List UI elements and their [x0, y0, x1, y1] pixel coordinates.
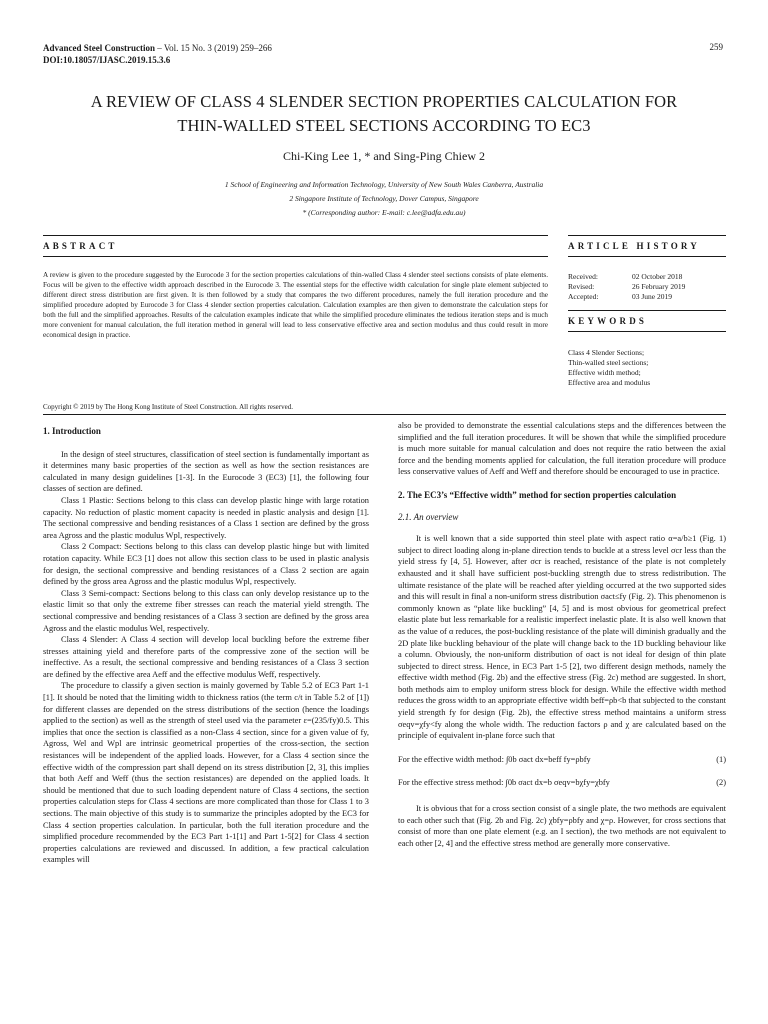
section-2-1-heading: 2.1. An overview [398, 511, 459, 522]
copyright: Copyright © 2019 by The Hong Kong Institute of Steel Construction. All rights reserved. [43, 403, 293, 411]
abstract-heading: ABSTRACT [43, 241, 118, 251]
affiliation-2: 2 Singapore Institute of Technology, Dover Campus, Singapore [289, 194, 479, 203]
accepted-date: 03 June 2019 [632, 292, 672, 301]
history-accepted [568, 292, 685, 302]
journal-name: Advanced Steel Construction [43, 43, 155, 53]
history-rule-bottom [568, 256, 726, 257]
affiliation-1: 1 School of Engineering and Information Technology, University of New South Wales Canberra, Australia [224, 180, 544, 189]
history-received [568, 272, 685, 282]
section-2-heading: 2. The EC3’s “Effective width” method for section properties calculation [398, 489, 677, 500]
authors: Chi-King Lee 1, * and Sing-Ping Chiew 2 [283, 149, 485, 163]
received-date: 02 October 2018 [632, 272, 683, 281]
keyword-3: Effective width method; [568, 368, 641, 377]
doi: DOI:10.18057/IJASC.2019.15.3.6 [43, 55, 171, 65]
class2-paragraph: Class 2 Compact: Sections belong to this class can develop plastic hinge but with limited rotation capacity. While EC3 [1] does not allow this section class to be used in plastic analysis for design, the sectional compressive and bending resistances of a Class 2 section are again defined by the gross area Agross and the plastic modulus Wpl, respectively. [43, 542, 369, 587]
received-label: Received: [568, 272, 598, 281]
history-heading: ARTICLE HISTORY [568, 241, 700, 251]
equation-1-text: For the effective width method: ∫0b σact dx=beff fy=ρbfy [398, 754, 591, 764]
abstract-text: A review is given to the procedure suggested by the Eurocode 3 for the section properties calculations of thin-walled Class 4 slender steel sections consists of plate elements. Focus will be given to the effective width approach described in the Eurocode 3. The essential steps for the effective width calculation for single plate element subjected to different direct stress distribution are first given. It is then followed by a study that compares the two different procedures, namely the full iteration procedure and the simplified procedure adopted by Eurocode 3 for Class 4 slender section properties calculation. Calculation examples are then given to demonstrate the calculation steps for both the full and the simplified approaches. Results of the calculation examples indicate that while the simplified procedure eliminates the tedious iteration steps and is much more convenient for manual calculation, the full iteration method in general will lead to less conservative effective area and section modulus and thus could result in more economical design in practice. [43, 271, 548, 339]
keyword-1: Class 4 Slender Sections; [568, 348, 645, 357]
paper-title [40, 90, 728, 138]
revised-label: Revised: [568, 282, 595, 291]
equivalence-paragraph: It is obvious that for a cross section consist of a single plate, the two methods are equivalent to each other such that (Fig. 2b and Fig. 2c) χbfy=ρbfy and χ=ρ. However, for cross sections that consist of more than one plate element (e.g. an I section), the two methods are not equivalent to each other [2, 4] and the effective stress method are generally more conservative. [398, 804, 726, 848]
body-rule [43, 414, 726, 415]
equation-2-text: For the effective stress method: ∫0b σact dx=b σeqv=bχfy=χbfy [398, 778, 610, 788]
class3-paragraph: Class 3 Semi-compact: Sections belong to this class can only develop resistance up to the elastic limit so that only the extreme fiber stresses can reach the material yield strength. The sectional compressive and bending resistances of a Class 3 section are defined by the gross area Agross and the elastic modulus Wel, respectively. [43, 588, 369, 633]
history-list [568, 272, 685, 302]
keywords-rule-bottom [568, 331, 726, 332]
class4-paragraph: Class 4 Slender: A Class 4 section will develop local buckling before the extreme fiber stresses attaining yield and therefore parts of the compressive zone of the section will be ineffective. As a result, the sectional compressive and bending resistances of a Class 3 section are defined by the effective area Aeff and the effective modulus Weff, respectively. [43, 635, 369, 679]
title-line-2: THIN-WALLED STEEL SECTIONS ACCORDING TO EC3 [177, 116, 591, 135]
abstract-rule-top [43, 235, 548, 236]
keywords-heading: KEYWORDS [568, 316, 648, 326]
keyword-4: Effective area and modulus [568, 378, 651, 387]
equation-1 [398, 754, 726, 766]
left-column [43, 426, 369, 866]
keywords-rule-top [568, 310, 726, 311]
right-intro-paragraph: also be provided to demonstrate the essential calculations steps and the differences between the simplified and the full iteration procedures. It will be shown that while the simplified procedure is much more suitable for manual calculation and does not require the ratio between the axial force and the bending moments applied for calculation, the full iteration procedure will produce less conservative values of Aeff and Weff and therefore should be encouraged to use in practice. [398, 421, 726, 477]
keyword-2: Thin-walled steel sections; [568, 358, 649, 367]
history-revised [568, 282, 685, 292]
accepted-label: Accepted: [568, 292, 599, 301]
journal-header [43, 42, 272, 66]
history-rule-top [568, 235, 726, 236]
class1-paragraph: Class 1 Plastic: Sections belong to this class can develop plastic hinge with large rotation capacity. No reduction of plastic moment capacity is needed in plastic analysis and design [1]. The sectional compressive and bending resistances of a Class 1 section are defined by the gross area Agross and the plastic modulus Wpl, respectively. [43, 495, 369, 540]
journal-volume: – Vol. 15 No. 3 (2019) 259–266 [155, 43, 272, 53]
right-column [398, 420, 726, 849]
procedure-paragraph: The procedure to classify a given section is mainly governed by Table 5.2 of EC3 Part 1-1 [1]. It should be noted that the limiting width to thickness ratios (the term c/t in Table 5.2 of [1]) for different classes are depended on the stress distributions of the section (hence the loadings applied to the section) as well as the strength of steel used via the parameter ε=(235/fy)0.5. This implies that once the section is classified as a non-Class 4 section, since for a given value of fy, Agross, Wel and Wpl are intrinsic geometrical properties of the cross-section, the section resistances will be independent of the applied loads. However, for a Class 4 section since the effective width of the compression part shall depend on its stress distribution [2, 3], this implies that both Aeff and Weff (thus the section resistances) are depended on the applied loads. It should be mentioned that due to such loading dependent nature of Class 4 sections, the section properties calculation steps for Class 4 sections are more complicated than those for Class 1 to 3 sections. The main objective of this study is to summarize the principles adopted by the EC3 for Class 4 section properties calculation. In particular, both the full iteration procedure and the simplified procedure recommended by the EC3 Part 1-1[1] and Part 1-5[2] for Class 4 section properties calculations are reviewed and discussed. In addition, a few practical calculation examples will [43, 681, 369, 865]
section-1-heading: 1. Introduction [43, 426, 101, 436]
corresponding-author: * (Corresponding author: E-mail: c.lee@adfa.edu.au) [302, 208, 466, 217]
intro-paragraph: In the design of steel structures, classification of steel section is fundamentally important as it determines many basic properties of the section as well as how the section resistances are calculated in many design guidelines [1-3]. In the Eurocode 3 (EC3) [1], the following four classes of section are defined. [43, 449, 369, 494]
overview-paragraph: It is well known that a side supported thin steel plate with aspect ratio α=a/b≥1 (Fig. 1) subject to direct loading along in-plane direction tends to buckle at a stress level σcr less than the yield stress fy [4, 5]. However, after σcr is reached, resistance of the plate is not completely exhausted and it shall have sufficient post-buckling strength due to stress redistribution. The ultimate resistance of the plate will be reached after yielding occurred at the two supported sides and this will result in final a non-uniform stress distribution σact≤fy (Fig. 2). This phenomenon is commonly known as “plate like buckling” [4, 5] and is most obvious for geometrical prefect elastic plate but less remarkable for a realistic imperfect inelastic plate. It is also well known that as the value of α reduces, the post-buckling resistance of the plate will diminish gradually and the 2D plate like buckling behaviour of the plate will change back to the 1D buckling behaviour like a column. Obviously, the non-uniform distribution of σact is not ideal for design of thin plate subjected to direct stress. Hence, in EC3 Part 1-5 [2], two different design methods, namely the effective width method (Fig. 2b) and the effective stress (Fig. 2c) method are suggested. In short, both methods aim to employ uniform stress block for design. While the effective width method reduces the gross width to an appropriate effective width beff=ρb<b that subjected to the constant yield strength fy for design (Fig. 2b), the effective stress method maintains a uniform stress σeqv=χfy<fy along the whole width. The reduction factors ρ and χ are calculated based on the principle of equivalent in-plane force such that [398, 534, 726, 741]
revised-date: 26 February 2019 [632, 282, 686, 291]
equation-2 [398, 777, 726, 789]
abstract-rule-bottom [43, 256, 548, 257]
title-line-1: A REVIEW OF CLASS 4 SLENDER SECTION PROPERTIES CALCULATION FOR [90, 92, 678, 111]
keywords-list [568, 348, 650, 388]
equation-2-number: (2) [716, 778, 726, 788]
page-number: 259 [709, 42, 723, 52]
equation-1-number: (1) [716, 754, 726, 764]
